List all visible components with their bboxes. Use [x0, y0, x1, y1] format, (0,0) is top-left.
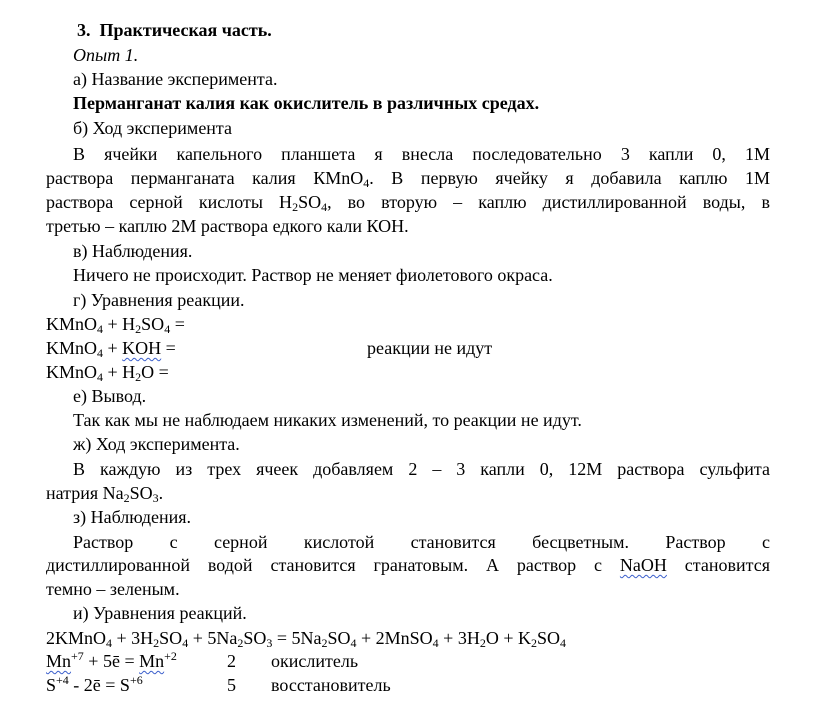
half-reaction-line: $S^{+4}$ - 2ē = $S^{+6}$ 5 восстановитель: [46, 673, 391, 695]
conclusion-label: е) Вывод.: [73, 386, 147, 406]
procedure-text-line: В ячейки капельного планшета я внесла последовательно 3 капли 0, 1М: [73, 144, 770, 164]
observations-text: Ничего не происходит. Раствор не меняет фиолетового окраса.: [73, 265, 553, 285]
procedure-text-line: третью – каплю 2М раствора едкого кали КОН.: [46, 216, 409, 236]
section-number: 3.: [77, 20, 91, 40]
procedure-text-line: натрия $Na_2SO_3$.: [46, 483, 164, 505]
observations-text-line: дистиллированной водой становится гранатовым. А раствор с NaOH становится: [46, 555, 770, 575]
equations-label: г) Уравнения реакции.: [73, 290, 245, 310]
observations-label: в) Наблюдения.: [73, 241, 193, 261]
section-title: Практическая часть.: [99, 20, 272, 40]
procedure-text-line: раствора перманганата калия КMnO$_4$. В первую ячейку я добавила каплю 1М: [46, 168, 771, 190]
role-label: восстановитель: [271, 675, 391, 695]
procedure-text-line: В каждую из трех ячеек добавляем 2 – 3 капли 0, 12М раствора сульфита: [73, 459, 770, 479]
coefficient: 5: [227, 675, 236, 695]
reaction-note: реакции не идут: [367, 338, 493, 358]
equation-line: KMnO$_4$ + $H_2O$ =: [46, 362, 169, 384]
experiment-name-label: а) Название эксперимента.: [73, 69, 278, 89]
experiment-label: Опыт 1.: [73, 45, 139, 65]
observations-text-line: Раствор с серной кислотой становится бесцветным. Раствор с: [73, 532, 770, 552]
equation-line: 2KMnO$_4$ + $3H_2SO_4 + 5Na_2SO_3 = 5Na_2SO_4$ + 2MnSO$_4$ + $3H_2O + K_2SO_4$: [46, 628, 566, 650]
equations-label: и) Уравнения реакций.: [73, 603, 247, 623]
role-label: окислитель: [271, 651, 359, 671]
procedure-label: б) Ход эксперимента: [73, 118, 233, 138]
half-reaction-line: $Mn^{+7}$ + 5ē = $Mn^{+2}$ 2 окислитель: [46, 649, 359, 671]
procedure-text-line: раствора серной кислоты $H_2SO_4$, во вторую – каплю дистиллированной воды, в: [46, 192, 770, 214]
equation-line: KMnO$_4$ + KOH = реакции не идут: [46, 338, 493, 360]
coefficient: 2: [227, 651, 236, 671]
conclusion-text: Так как мы не наблюдаем никаких изменений, то реакции не идут.: [73, 410, 582, 430]
equation-line: KMnO$_4$ + $H_2SO_4$ =: [46, 314, 185, 336]
observations-label: з) Наблюдения.: [73, 507, 192, 527]
section-heading: [77, 18, 272, 42]
experiment-name: Перманганат калия как окислитель в различных средах.: [73, 93, 540, 113]
procedure-label: ж) Ход эксперимента.: [73, 434, 240, 454]
observations-text-line: темно – зеленым.: [46, 579, 180, 599]
